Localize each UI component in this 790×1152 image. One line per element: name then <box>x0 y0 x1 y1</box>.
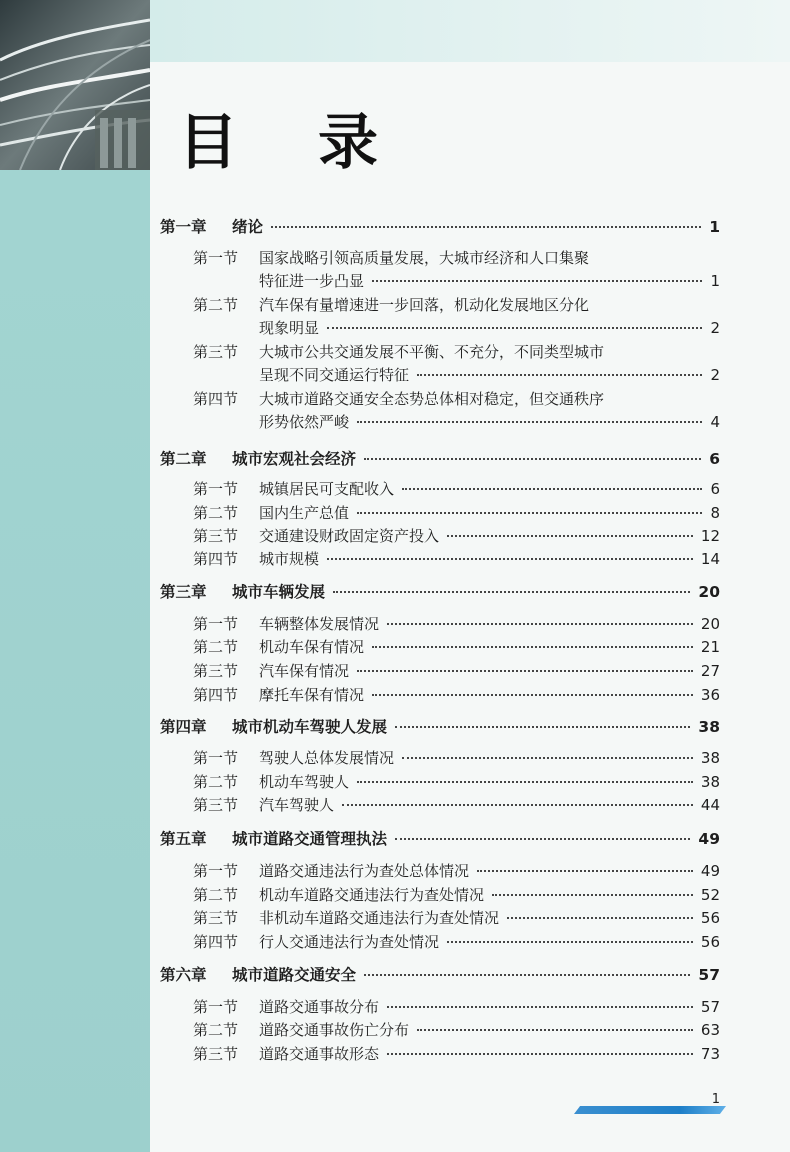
toc-chapter-5[interactable] <box>160 828 720 850</box>
toc-chapter-6[interactable] <box>160 964 720 986</box>
section-number: 第三节 <box>193 662 239 680</box>
section-number: 第三节 <box>193 527 239 545</box>
toc-section-1-2-cont[interactable] <box>259 317 720 339</box>
toc-section-2-1[interactable] <box>193 478 720 500</box>
dot-leader <box>507 917 693 919</box>
section-title: 城市规模 <box>259 550 320 568</box>
section-title: 道路交通违法行为查处总体情况 <box>259 862 470 880</box>
page-number: 2 <box>710 366 720 384</box>
dot-leader <box>364 974 690 976</box>
section-title-line1: 汽车保有量增速进一步回落，机动化发展地区分化 <box>259 296 590 314</box>
page-number: 21 <box>700 638 720 656</box>
section-title-line2: 形势依然严峻 <box>259 413 350 431</box>
toc-section-1-1[interactable] <box>193 247 720 269</box>
toc-section-4-1[interactable] <box>193 747 720 769</box>
page-number: 73 <box>700 1045 720 1063</box>
page-number: 6 <box>709 450 720 468</box>
dot-leader <box>271 226 701 228</box>
chapter-title: 绪论 <box>232 218 264 236</box>
title-char-1: 目 <box>178 108 238 178</box>
section-number: 第二节 <box>193 773 239 791</box>
toc-section-3-1[interactable] <box>193 613 720 635</box>
section-number: 第一节 <box>193 480 239 498</box>
table-of-contents <box>160 210 725 1070</box>
toc-chapter-2[interactable] <box>160 448 720 470</box>
page-number: 49 <box>700 862 720 880</box>
section-title: 汽车驾驶人 <box>259 796 335 814</box>
toc-chapter-3[interactable] <box>160 581 720 603</box>
dot-leader <box>364 458 701 460</box>
page-number: 56 <box>700 933 720 951</box>
toc-section-2-3[interactable] <box>193 525 720 547</box>
dot-leader <box>447 535 693 537</box>
toc-section-1-2[interactable] <box>193 294 720 316</box>
page-number: 14 <box>700 550 720 568</box>
page-number: 49 <box>698 830 720 848</box>
section-number: 第二节 <box>193 504 239 522</box>
section-number: 第三节 <box>193 909 239 927</box>
toc-section-1-3[interactable] <box>193 341 720 363</box>
section-number: 第四节 <box>193 550 239 568</box>
toc-section-5-1[interactable] <box>193 860 720 882</box>
toc-section-6-3[interactable] <box>193 1043 720 1065</box>
dot-leader <box>402 757 693 759</box>
dot-leader <box>342 804 693 806</box>
section-number: 第二节 <box>193 638 239 656</box>
section-number: 第二节 <box>193 886 239 904</box>
chapter-number: 第四章 <box>160 718 207 736</box>
dot-leader <box>357 781 693 783</box>
section-title-line2: 呈现不同交通运行特征 <box>259 366 410 384</box>
toc-section-3-3[interactable] <box>193 660 720 682</box>
header-band <box>150 0 790 62</box>
section-title: 机动车保有情况 <box>259 638 365 656</box>
page-number: 57 <box>698 966 720 984</box>
cover-photo-highway-interchange <box>0 0 150 170</box>
toc-section-2-2[interactable] <box>193 502 720 524</box>
dot-leader <box>477 870 693 872</box>
toc-section-5-2[interactable] <box>193 884 720 906</box>
toc-section-6-1[interactable] <box>193 996 720 1018</box>
section-title-line1: 大城市道路交通安全态势总体相对稳定，但交通秩序 <box>259 390 605 408</box>
section-title: 机动车驾驶人 <box>259 773 350 791</box>
section-title: 道路交通事故分布 <box>259 998 380 1016</box>
page-number: 38 <box>698 718 720 736</box>
dot-leader <box>357 512 702 514</box>
left-margin-strip <box>0 0 150 1152</box>
page-number: 2 <box>710 319 720 337</box>
section-title: 道路交通事故形态 <box>259 1045 380 1063</box>
section-title: 机动车道路交通违法行为查处情况 <box>259 886 485 904</box>
toc-section-4-3[interactable] <box>193 794 720 816</box>
section-title: 国内生产总值 <box>259 504 350 522</box>
page-number: 27 <box>700 662 720 680</box>
dot-leader <box>357 421 702 423</box>
footer-page-number: 1 <box>711 1092 720 1107</box>
section-number: 第二节 <box>193 296 239 314</box>
toc-section-1-1-cont[interactable] <box>259 270 720 292</box>
section-title: 汽车保有情况 <box>259 662 350 680</box>
toc-section-1-4[interactable] <box>193 388 720 410</box>
dot-leader <box>372 280 702 282</box>
page-number: 36 <box>700 686 720 704</box>
dot-leader <box>387 1006 693 1008</box>
section-number: 第二节 <box>193 1021 239 1039</box>
dot-leader <box>417 374 702 376</box>
dot-leader <box>327 327 702 329</box>
page-number: 4 <box>710 413 720 431</box>
page-number: 20 <box>698 583 720 601</box>
page-number: 52 <box>700 886 720 904</box>
chapter-number: 第二章 <box>160 450 207 468</box>
toc-section-2-4[interactable] <box>193 548 720 570</box>
page-number: 1 <box>709 218 720 236</box>
section-number: 第一节 <box>193 862 239 880</box>
section-number: 第三节 <box>193 343 239 361</box>
section-title-line2: 现象明显 <box>259 319 320 337</box>
section-number: 第四节 <box>193 933 239 951</box>
page-number: 12 <box>700 527 720 545</box>
dot-leader <box>447 941 693 943</box>
chapter-number: 第五章 <box>160 830 207 848</box>
page-number: 56 <box>700 909 720 927</box>
chapter-title: 城市道路交通管理执法 <box>232 830 388 848</box>
dot-leader <box>327 558 693 560</box>
toc-chapter-4[interactable] <box>160 716 720 738</box>
chapter-number: 第六章 <box>160 966 207 984</box>
page-number: 6 <box>710 480 720 498</box>
toc-section-6-2[interactable] <box>193 1019 720 1041</box>
dot-leader <box>395 838 690 840</box>
section-title: 驾驶人总体发展情况 <box>259 749 395 767</box>
chapter-title: 城市车辆发展 <box>232 583 326 601</box>
section-title-line1: 大城市公共交通发展不平衡、不充分，不同类型城市 <box>259 343 605 361</box>
section-number: 第一节 <box>193 749 239 767</box>
toc-section-3-4[interactable] <box>193 684 720 706</box>
section-title: 行人交通违法行为查处情况 <box>259 933 440 951</box>
highway-photo-graphic <box>0 0 150 170</box>
section-title: 车辆整体发展情况 <box>259 615 380 633</box>
page-number: 20 <box>700 615 720 633</box>
section-title: 道路交通事故伤亡分布 <box>259 1021 410 1039</box>
dot-leader <box>395 726 690 728</box>
page-number: 63 <box>700 1021 720 1039</box>
page-number: 38 <box>700 749 720 767</box>
page-number: 38 <box>700 773 720 791</box>
section-number: 第一节 <box>193 998 239 1016</box>
chapter-title: 城市机动车驾驶人发展 <box>232 718 388 736</box>
section-number: 第一节 <box>193 615 239 633</box>
section-number: 第三节 <box>193 796 239 814</box>
dot-leader <box>417 1029 693 1031</box>
section-number: 第四节 <box>193 686 239 704</box>
dot-leader <box>402 488 702 490</box>
toc-section-4-2[interactable] <box>193 771 720 793</box>
section-title: 摩托车保有情况 <box>259 686 365 704</box>
dot-leader <box>372 646 693 648</box>
toc-chapter-1[interactable] <box>160 216 720 238</box>
section-title-line2: 特征进一步凸显 <box>259 272 365 290</box>
page-number: 8 <box>710 504 720 522</box>
dot-leader <box>357 670 693 672</box>
page-title <box>178 108 378 178</box>
chapter-number: 第一章 <box>160 218 207 236</box>
chapter-title: 城市宏观社会经济 <box>232 450 357 468</box>
dot-leader <box>387 1053 693 1055</box>
section-number: 第三节 <box>193 1045 239 1063</box>
dot-leader <box>492 894 693 896</box>
page-number: 44 <box>700 796 720 814</box>
title-char-2: 录 <box>318 108 378 178</box>
chapter-title: 城市道路交通安全 <box>232 966 357 984</box>
section-number: 第四节 <box>193 390 239 408</box>
toc-section-1-4-cont[interactable] <box>259 411 720 433</box>
dot-leader <box>333 591 690 593</box>
dot-leader <box>372 694 693 696</box>
chapter-number: 第三章 <box>160 583 207 601</box>
toc-section-1-3-cont[interactable] <box>259 364 720 386</box>
section-title-line1: 国家战略引领高质量发展，大城市经济和人口集聚 <box>259 249 590 267</box>
section-number: 第一节 <box>193 249 239 267</box>
toc-section-3-2[interactable] <box>193 636 720 658</box>
page-number: 1 <box>710 272 720 290</box>
section-title: 城镇居民可支配收入 <box>259 480 395 498</box>
section-title: 非机动车道路交通违法行为查处情况 <box>259 909 500 927</box>
page-number: 57 <box>700 998 720 1016</box>
toc-section-5-3[interactable] <box>193 907 720 929</box>
section-title: 交通建设财政固定资产投入 <box>259 527 440 545</box>
dot-leader <box>387 623 693 625</box>
toc-section-5-4[interactable] <box>193 931 720 953</box>
